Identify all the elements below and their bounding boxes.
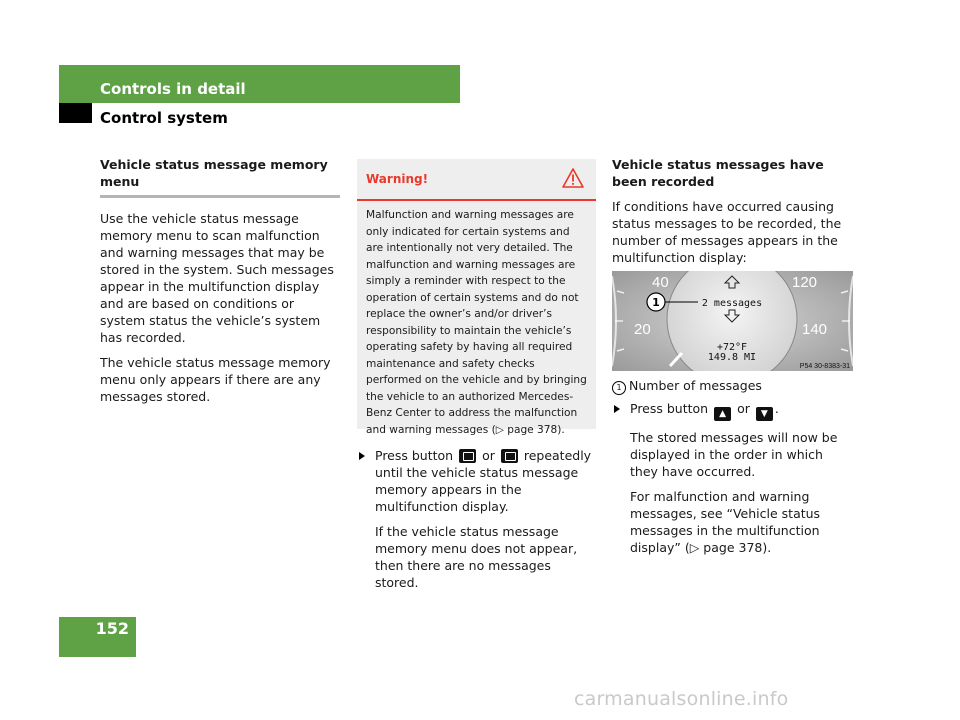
image-code: P54 30-8383-31 (799, 363, 850, 370)
middle-column (357, 447, 597, 599)
warning-box (357, 159, 596, 436)
warning-text: Malfunction and warning messages are only indicated for certain systems and are intentionally not very detailed. The malfunction and warning messages are simply a reminder with respect to the operation of certain systems and do not replace the owner’s and/or driver’s responsibility to maintain the vehicle’s operating safety by having all required maintenance and safety checks performed on the vehicle and by bringing the vehicle to an authorized Mercedes-Benz Center to address the malfunction and warning messages (▷ page 378). (366, 209, 587, 436)
display-button-icon (459, 449, 476, 463)
caption-number: 1 (612, 381, 626, 395)
instruction-text: Press button (630, 401, 709, 416)
stored-messages-result: The stored messages will now be displayed in the order in which they have occurred. (630, 430, 838, 479)
memory-menu-paragraph-1: Use the vehicle status message memory menu to scan malfunction and warning messages that may be stored in the system. Such messages appear in the multifunction display and are based on conditions or system status the vehicle’s system has recorded. (100, 211, 334, 345)
warning-header (357, 159, 596, 201)
instruction-or: or (482, 448, 495, 463)
instruction-or: or (737, 401, 750, 416)
callout-number: 1 (652, 296, 660, 309)
warning-title: Warning! (366, 172, 429, 186)
down-arrow-key-icon: ▼ (756, 407, 773, 421)
scroll-instruction (612, 400, 854, 421)
watermark: carmanualsonline.info (574, 688, 789, 710)
gauge-label-120: 120 (792, 274, 818, 291)
instruction-text: repeatedly until the vehicle status message memory appears in the multifunction display. (375, 448, 592, 514)
gauge-label-140: 140 (802, 321, 828, 338)
no-messages-note: If the vehicle status message memory menu does not appear, then there are no messages stored. (375, 524, 578, 590)
temperature-readout: +72°F (716, 342, 748, 353)
page-number: 152 (95, 619, 129, 638)
header-marker (59, 103, 92, 123)
instruction-text: Press button (375, 448, 454, 463)
display-button-icon (501, 449, 518, 463)
left-column (100, 156, 340, 413)
right-column (612, 156, 854, 274)
odometer-readout: 149.8 MI (707, 352, 757, 363)
instruction-text: . (774, 401, 779, 416)
gauge-label-40: 40 (652, 274, 669, 291)
gauge-label-20: 20 (634, 321, 651, 338)
messages-count-text: 2 messages (701, 298, 763, 309)
multifunction-display-image (612, 271, 853, 371)
right-column-steps (612, 400, 854, 564)
warning-triangle-icon (562, 168, 584, 192)
recorded-intro: If conditions have occurred causing status messages to be recorded, the number of messages appears in the multifunction display: (612, 199, 842, 265)
memory-menu-paragraph-2: The vehicle status message memory menu only appears if there are any messages stored. (100, 355, 331, 404)
press-button-instruction (357, 447, 597, 515)
chapter-title: Control system (100, 109, 228, 127)
see-also-reference: For malfunction and warning messages, see “Vehicle status messages in the multifunction display” (▷ page 378). (630, 489, 821, 555)
caption-text: Number of messages (629, 378, 762, 393)
memory-menu-heading: Vehicle status message memory menu (100, 156, 340, 198)
recorded-heading: Vehicle status messages have been recorded (612, 157, 824, 189)
section-title: Controls in detail (100, 80, 246, 98)
display-caption (612, 377, 854, 395)
up-arrow-key-icon: ▲ (714, 407, 731, 421)
